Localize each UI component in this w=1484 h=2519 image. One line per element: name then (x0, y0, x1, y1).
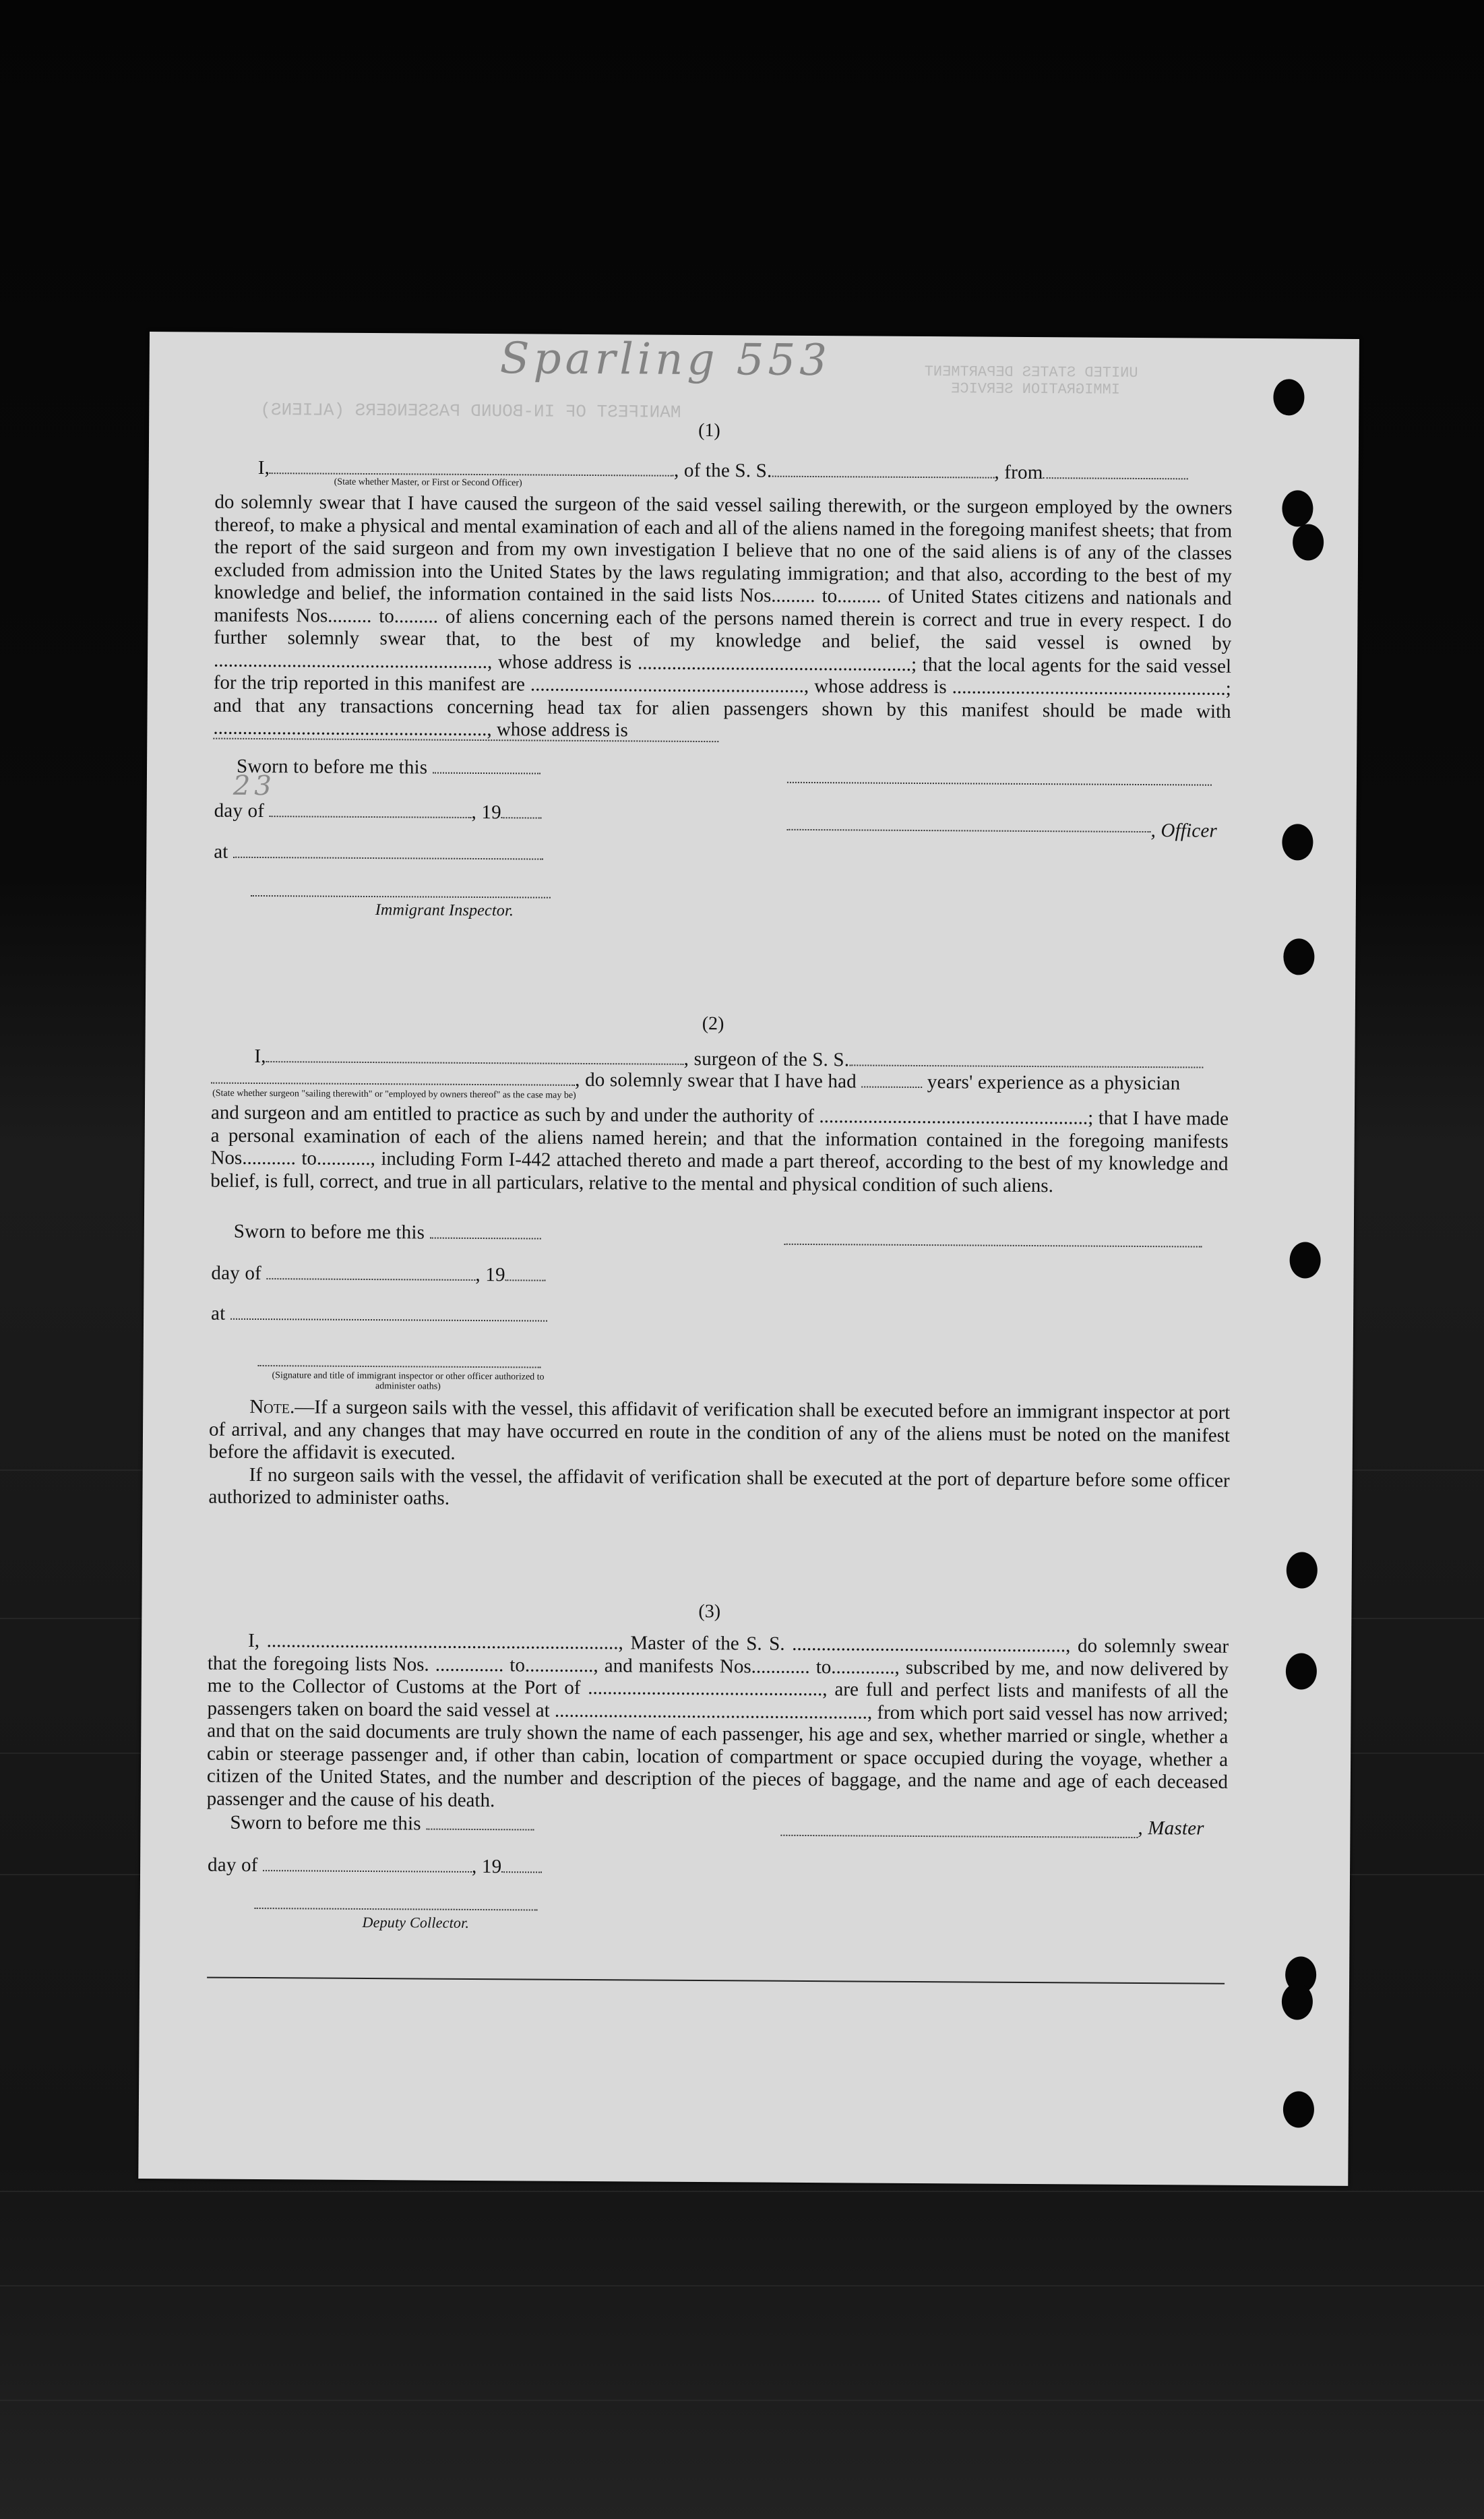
sworn-line: Sworn to before me this (237, 756, 540, 780)
inspector-label: Immigrant Inspector. (375, 901, 514, 920)
administering-officer-signature-line (258, 1364, 541, 1368)
section-number: (1) (698, 419, 720, 442)
sworn-line: Sworn to before me this (230, 1812, 534, 1836)
document-page (138, 332, 1359, 2186)
punch-hole (1273, 379, 1304, 415)
signature-note: (Signature and title of immigrant inspector or other officer authorized to administer oaths) (272, 1370, 545, 1392)
sworn-line: Sworn to before me this (234, 1221, 541, 1245)
surgeon-signature-line (784, 1242, 1202, 1248)
film-band (0, 2191, 1484, 2192)
deputy-signature-line (255, 1906, 538, 1911)
punch-hole (1293, 524, 1324, 560)
punch-hole (1282, 824, 1313, 860)
field-note: (State whether surgeon "sailing therewith" or "employed by owners thereof" as the case may be) (212, 1088, 576, 1101)
place-line: at (214, 841, 543, 866)
punch-hole (1283, 938, 1314, 975)
bleed-through-text: UNITED STATES DEPARTMENT IMMIGRATION SERVICE (924, 363, 1138, 398)
punch-hole (1282, 1983, 1313, 2020)
section-number: (2) (702, 1013, 724, 1035)
affiant-name-line: I, , of the S. S. , from (258, 457, 1188, 485)
film-band (0, 2285, 1484, 2286)
section1-oath-paragraph: do solemnly swear that I have caused the surgeon of the said vessel sailing therewith, or the surgeon employed by the owners thereof, to make a physical and mental examination of each and all of the aliens named in the foregoing manifest sheets; that from the report of the said surgeon and from my own investigation I believe that no one of the said aliens is of any of the classes excluded from admission into the United States by the laws regulating immigration; and that also, according to the best of my knowledge and belief, the information contained in the said lists Nos......... to......... of United States citizens and nationals and manifests Nos......... to......... of aliens concerning each of the persons named therein is correct and true in every respect. I do further solemnly swear that, to the best of my knowledge and belief, the said vessel is owned by ........................................................, whose address is ........................................................; that the local agents for the said vessel for the trip reported in this manifest are ........................................................, whose address is ........................................................; and that any transactions concerning head tax for alien passengers shown by this manifest should be made with ........................................................, whose address is (213, 491, 1233, 741)
surgeon-note-paragraph: Note.—If a surgeon sails with the vessel, this affidavit of verification shall be executed before an immigrant inspector at port of arrival, and any changes that may have occurred en route in the condition of any of the aliens must be noted on the manifest before the affidavit is executed. If no surgeon sails with the vessel, the affidavit of verification shall be executed at the port of departure before some officer authorized to administer oaths. (208, 1395, 1231, 1509)
punch-hole (1283, 2091, 1314, 2127)
surgeon-name-line: I, , surgeon of the S. S. (254, 1045, 1203, 1074)
officer-signature-line (787, 781, 1212, 786)
section2-oath-paragraph: and surgeon and am entitled to practice as such by and under the authority of .......................................................; that I have made a personal examination of each of the aliens named herein; and that the information contained in the foregoing manifests Nos........... to..........., including Form I-442 attached thereto and made a part thereof, according to the best of my knowledge and belief, is full, correct, and true in all particulars, relative to the mental and physical condition of such aliens. (210, 1101, 1229, 1196)
officer-label: , Officer (1150, 820, 1218, 842)
bleed-through-text: MANIFEST OF IN-BOUND PASSENGERS (ALIENS) (260, 400, 681, 423)
place-line: at (211, 1303, 547, 1327)
handwritten-annotation: Sparling 553 (499, 334, 832, 386)
punch-hole (1282, 490, 1313, 526)
officer-signature-line (786, 828, 1150, 832)
day-of-line: day of , 19 (211, 1263, 545, 1287)
master-label: , Master (1138, 1817, 1204, 1840)
day-of-line: day of , 19 (214, 800, 542, 824)
handwritten-day: 23 (233, 770, 276, 802)
punch-hole (1287, 1552, 1318, 1588)
punch-hole (1289, 1242, 1320, 1278)
deputy-label: Deputy Collector. (362, 1913, 470, 1931)
inspector-signature-line (251, 894, 551, 899)
punch-hole (1286, 1653, 1317, 1689)
film-band (0, 2400, 1484, 2401)
section-number: (3) (698, 1601, 721, 1622)
bottom-rule (207, 1977, 1225, 1984)
master-signature-line (780, 1833, 1138, 1838)
field-note: (State whether Master, or First or Second Officer) (334, 477, 522, 489)
day-of-line: day of , 19 (208, 1854, 542, 1879)
surgeon-oath-line: , do solemnly swear that I have had years' experience as a physician (211, 1067, 1180, 1095)
section3-oath-paragraph: I, ........................................................................, Master of the S. S. ........................................................, do solemnly swear that the foregoing lists Nos. .............. to.............., and manifests Nos............ to............., subscribed by me, and now delivered by me to the Collector of Customs at the Port of ................................................, are full and perfect lists and manifests of all the passengers taken on board the said vessel at ................................................................, from which port said vessel has now arrived; and that on the said documents are truly shown the name of each passenger, his age and sex, whether married or single, whether a cabin or steerage passenger and, if other than cabin, location of compartment or space occupied during the voyage, whether a citizen of the United States, and the number and description of the pieces of baggage, and the name and age of each deceased passenger and the cause of his death. (206, 1629, 1229, 1811)
